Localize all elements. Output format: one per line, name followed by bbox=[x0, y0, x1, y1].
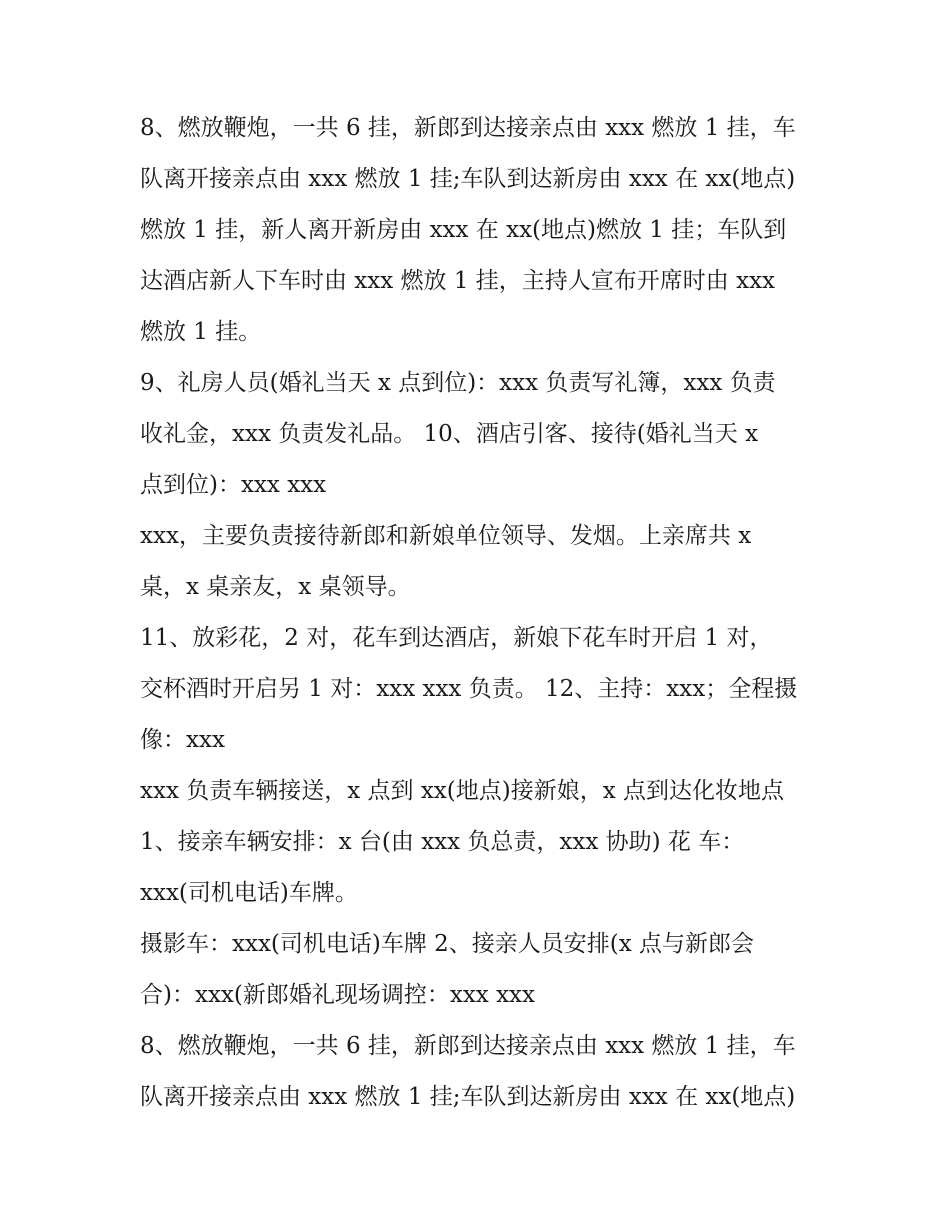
text-line: 收礼金，xxx 负责发礼品。 10、酒店引客、接待(婚礼当天 x bbox=[140, 421, 759, 447]
text-line: 队离开接亲点由 xxx 燃放 1 挂;车队到达新房由 xxx 在 xx(地点) bbox=[140, 1084, 796, 1110]
text-line: 1、接亲车辆安排：x 台(由 xxx 负总责，xxx 协助) 花 车： bbox=[140, 829, 745, 855]
text-line: 8、燃放鞭炮，一共 6 挂，新郎到达接亲点由 xxx 燃放 1 挂，车 bbox=[140, 1033, 796, 1059]
text-line: 合)：xxx(新郎婚礼现场调控：xxx xxx bbox=[140, 982, 535, 1008]
text-line: 达酒店新人下车时由 xxx 燃放 1 挂，主持人宣布开席时由 xxx bbox=[140, 268, 776, 294]
text-line: xxx(司机电话)车牌。 bbox=[140, 880, 358, 906]
text-line: 队离开接亲点由 xxx 燃放 1 挂;车队到达新房由 xxx 在 xx(地点) bbox=[140, 166, 796, 192]
text-line: 摄影车：xxx(司机电话)车牌 2、接亲人员安排(x 点与新郎会 bbox=[140, 931, 755, 957]
text-line: xxx 负责车辆接送，x 点到 xx(地点)接新娘，x 点到达化妆地点 bbox=[140, 778, 784, 804]
text-line: 8、燃放鞭炮，一共 6 挂，新郎到达接亲点由 xxx 燃放 1 挂，车 bbox=[140, 115, 796, 141]
text-line: 9、礼房人员(婚礼当天 x 点到位)：xxx 负责写礼簿，xxx 负责 bbox=[140, 370, 776, 396]
text-line: 燃放 1 挂，新人离开新房由 xxx 在 xx(地点)燃放 1 挂；车队到 bbox=[140, 217, 787, 243]
text-line: xxx，主要负责接待新郎和新娘单位领导、发烟。上亲席共 x bbox=[140, 523, 752, 549]
text-line: 桌，x 桌亲友，x 桌领导。 bbox=[140, 574, 411, 600]
document-body bbox=[140, 103, 820, 1123]
text-line: 点到位)：xxx xxx bbox=[140, 472, 327, 498]
text-line: 像：xxx bbox=[140, 727, 225, 753]
text-line: 交杯酒时开启另 1 对：xxx xxx 负责。 12、主持：xxx；全程摄 bbox=[140, 676, 798, 702]
text-line: 燃放 1 挂。 bbox=[140, 319, 262, 345]
text-line: 11、放彩花，2 对，花车到达酒店，新娘下花车时开启 1 对， bbox=[140, 625, 773, 651]
